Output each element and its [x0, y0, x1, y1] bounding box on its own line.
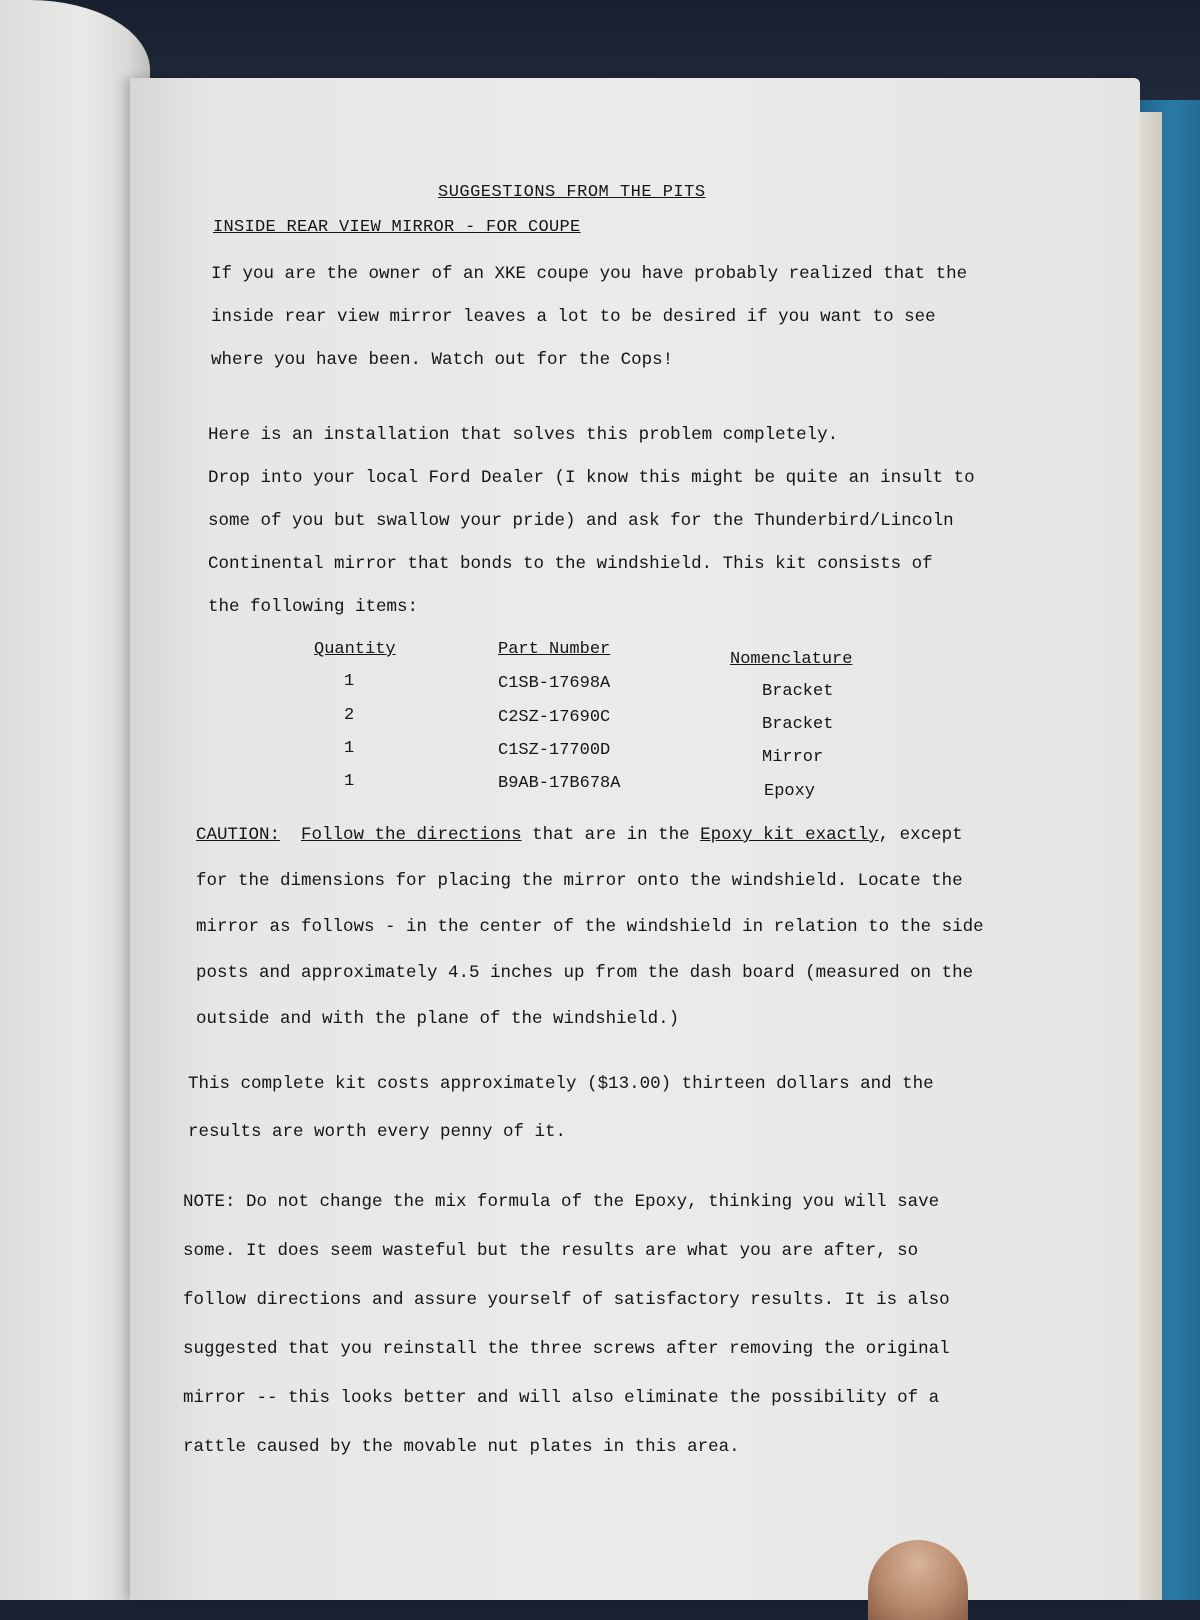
note-paragraph — [183, 1178, 950, 1472]
text-line: NOTE: Do not change the mix formula of the Epoxy, thinking you will save — [183, 1192, 940, 1212]
cell-part-number: C1SZ-17700D — [498, 741, 611, 760]
cell-part-number: C2SZ-17690C — [498, 708, 611, 727]
cell-quantity: 1 — [344, 672, 355, 691]
cell-quantity: 2 — [344, 706, 355, 725]
text-line: posts and approximately 4.5 inches up from the dash board (measured on the — [196, 963, 974, 983]
cell-nomenclature: Bracket — [762, 715, 834, 734]
text-line: for the dimensions for placing the mirror onto the windshield. Locate the — [196, 871, 963, 891]
text-line: suggested that you reinstall the three screws after removing the original — [183, 1339, 950, 1359]
caution-label: CAUTION: — [196, 825, 281, 845]
table-row — [300, 772, 880, 805]
cell-nomenclature: Bracket — [762, 682, 834, 701]
paragraph-cost — [188, 1060, 934, 1156]
page-edge — [1140, 112, 1162, 1600]
text-line: some of you but swallow your pride) and ask for the Thunderbird/Lincoln — [208, 511, 954, 531]
caution-text: , except — [878, 825, 963, 845]
text-line: outside and with the plane of the windshield.) — [196, 1009, 680, 1029]
caution-directions: Follow the directions — [301, 825, 522, 845]
section-heading: INSIDE REAR VIEW MIRROR - FOR COUPE — [213, 218, 581, 237]
caution-paragraph — [196, 812, 984, 1042]
text-line: mirror as follows - in the center of the windshield in relation to the side — [196, 917, 984, 937]
text-line: follow directions and assure yourself of satisfactory results. It is also — [183, 1290, 950, 1310]
column-header-part-number: Part Number — [498, 640, 611, 659]
text-line: If you are the owner of an XKE coupe you have probably realized that the — [211, 264, 968, 284]
text-line: mirror -- this looks better and will also eliminate the possibility of a — [183, 1388, 940, 1408]
paragraph-intro — [211, 253, 967, 382]
text-line: Continental mirror that bonds to the windshield. This kit consists of — [208, 554, 933, 574]
text-line — [196, 812, 984, 858]
table-row — [300, 672, 880, 705]
caution-text: that are in the — [521, 825, 701, 845]
text-line: inside rear view mirror leaves a lot to be desired if you want to see — [211, 307, 936, 327]
column-header-quantity: Quantity — [314, 640, 396, 659]
text-line: where you have been. Watch out for the Cops! — [211, 350, 674, 370]
table-row — [300, 706, 880, 739]
text-line: Drop into your local Ford Dealer (I know this might be quite an insult to — [208, 468, 975, 488]
paragraph-installation — [208, 414, 975, 629]
caution-epoxy-kit: Epoxy kit exactly — [700, 825, 879, 845]
cell-part-number: B9AB-17B678A — [498, 774, 621, 793]
table-row — [300, 739, 880, 772]
page-title: SUGGESTIONS FROM THE PITS — [438, 183, 706, 202]
cell-part-number: C1SB-17698A — [498, 674, 611, 693]
text-line: Here is an installation that solves this problem completely. — [208, 425, 839, 445]
text-line: This complete kit costs approximately ($13.00) thirteen dollars and the — [188, 1074, 934, 1094]
cell-nomenclature: Epoxy — [764, 782, 816, 801]
column-header-nomenclature: Nomenclature — [730, 650, 853, 669]
text-line: the following items: — [208, 597, 419, 617]
cell-quantity: 1 — [344, 739, 355, 758]
left-page-curl — [0, 0, 150, 1600]
cell-nomenclature: Mirror — [762, 748, 824, 767]
cell-quantity: 1 — [344, 772, 355, 791]
text-line: some. It does seem wasteful but the results are what you are after, so — [183, 1241, 919, 1261]
text-line: results are worth every penny of it. — [188, 1122, 567, 1142]
text-line: rattle caused by the movable nut plates in this area. — [183, 1437, 740, 1457]
